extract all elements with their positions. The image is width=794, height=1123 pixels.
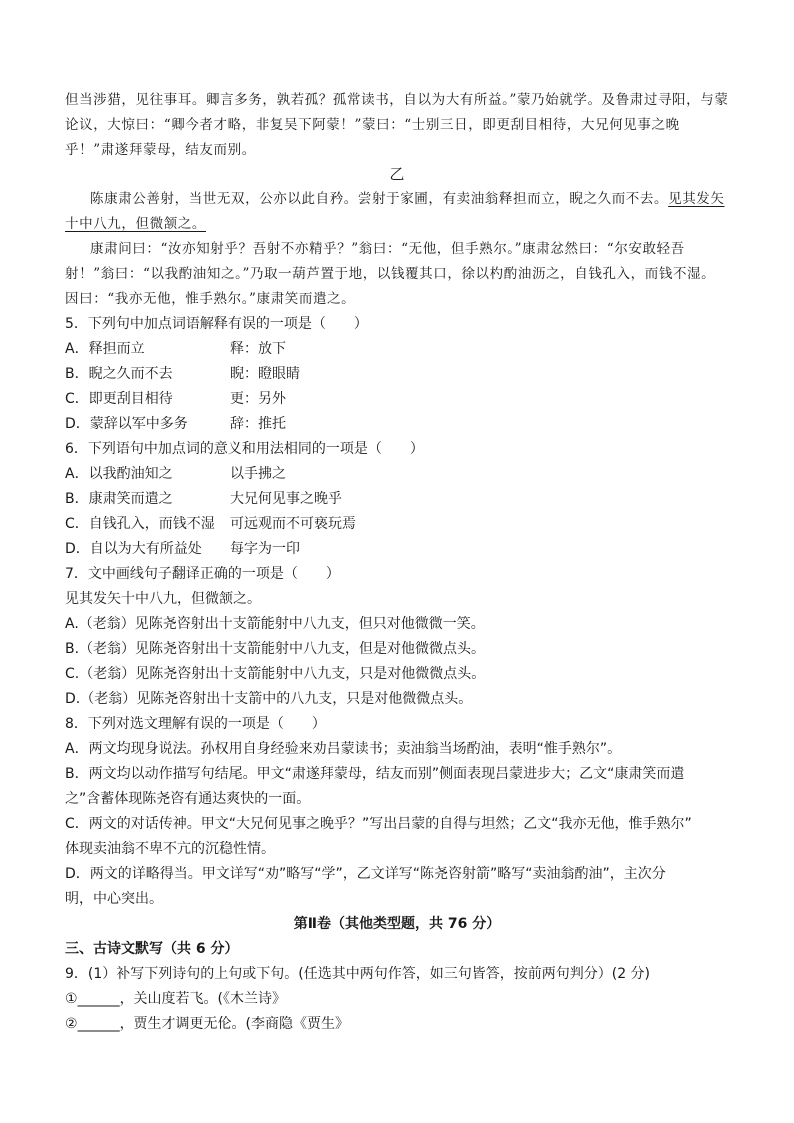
q6-option-a [65, 463, 735, 485]
q5-option-b [65, 363, 735, 385]
q5-option-b-note: 睨：瞪眼睛 [230, 366, 300, 382]
q5-option-a [65, 338, 735, 360]
underlined-sentence-end: 十中八九，但微颔之。 [65, 216, 206, 232]
q9-item-2-text: ，贾生才调更无伦。(李商隐《贾生》 [119, 1016, 350, 1032]
q9-item-1-number: ① [65, 991, 78, 1007]
q8-option-d-line-1: D．两文的详略得当。甲文详写“劝”略写“学”，乙文详写“陈尧咨射箭”略写“卖油翁酌油”，主次分 [65, 866, 666, 882]
q5-option-d-label: D．蒙辞以军中多务 [65, 416, 188, 432]
q5-option-d [65, 413, 735, 435]
q9-item-1-blank[interactable]: ______ [77, 991, 120, 1007]
passage-jia-line-3: 乎！”肃遂拜蒙母，结友而别。 [65, 142, 256, 158]
q5-option-d-note: 辞：推托 [230, 416, 286, 432]
passage-yi-p1-line-1 [90, 188, 760, 210]
q8-option-b-line-2: 之”含蓄体现陈尧咨有通达爽快的一面。 [65, 791, 311, 807]
q8-option-b-line-1: B．两文均以动作描写句结尾。甲文“肃遂拜蒙母，结友而别”侧面表现吕蒙进步大；乙文“康肃笑而遣 [65, 766, 685, 782]
q9-item-2 [65, 1013, 735, 1035]
q8-stem: 8．下列对选文理解有误的一项是（ ） [65, 716, 326, 732]
q8-option-c-line-2: 体现卖油翁不卑不亢的沉稳性情。 [65, 841, 275, 857]
q6-option-c [65, 513, 735, 535]
q7-option-b: B.（老翁）见陈尧咨射出十支箭能射中八九支，但是对他微微点头。 [65, 641, 486, 657]
passage-jia-line-2: 论议，大惊曰：“卿今者才略，非复吴下阿蒙！”蒙曰：“士别三日，即更刮目相待，大兄何见事之晚 [65, 117, 680, 133]
q8-option-a: A．两文均现身说法。孙权用自身经验来劝吕蒙读书；卖油翁当场酌油，表明“惟手熟尔”。 [65, 741, 622, 757]
q6-option-c-label: C．自钱孔入，而钱不湿 [65, 516, 215, 532]
passage-yi-heading: 乙 [389, 165, 405, 183]
q6-option-d [65, 538, 735, 560]
q5-option-b-label: B．睨之久而不去 [65, 366, 173, 382]
section3-heading: 三、古诗文默写（共 6 分） [65, 941, 239, 957]
q6-option-b-label: B．康肃笑而遣之 [65, 491, 173, 507]
passage-yi-p2-line-1: 康肃问曰：“汝亦知射乎？吾射不亦精乎？”翁曰：“无他，但手熟尔。”康肃忿然曰：“尔安敢轻吾 [90, 241, 685, 257]
q9-item-2-number: ② [65, 1016, 78, 1032]
q6-option-b-note: 大兄何见事之晚乎 [230, 491, 342, 507]
q9-item-1-text: ，关山度若飞。(《木兰诗》 [119, 991, 287, 1007]
q7-sentence: 见其发矢十中八九，但微颔之。 [65, 591, 261, 607]
q5-option-c-note: 更：另外 [230, 391, 286, 407]
underlined-sentence-start: 见其发矢 [668, 191, 725, 207]
q6-option-d-note: 每字为一印 [230, 541, 300, 557]
passage-yi-p2-line-2: 射！”翁曰：“以我酌油知之。”乃取一葫芦置于地，以钱覆其口，徐以杓酌油沥之，自钱孔入，而钱不湿。 [65, 266, 716, 282]
q5-option-a-label: A．释担而立 [65, 341, 145, 357]
q9-item-2-blank[interactable]: ______ [77, 1016, 120, 1032]
q6-stem: 6．下列语句中加点词的意义和用法相同的一项是（ ） [65, 441, 424, 457]
q8-option-c-line-1: C．两文的对话传神。甲文“大兄何见事之晚乎？”写出吕蒙的自得与坦然；乙文“我亦无他，惟手熟尔” [65, 816, 692, 832]
passage-yi-p2-line-3: 因曰：“我亦无他，惟手熟尔。”康肃笑而遣之。 [65, 291, 356, 307]
q9-item-1 [65, 988, 735, 1010]
q8-option-d-line-2: 明，中心突出。 [65, 891, 163, 907]
q5-stem: 5．下列句中加点词语解释有误的一项是（ ） [65, 316, 368, 332]
q7-option-a: A.（老翁）见陈尧咨射出十支箭能射中八九支，但只对他微微一笑。 [65, 616, 485, 632]
q7-option-c: C.（老翁）见陈尧咨射出十支箭能射中八九支，只是对他微微点头。 [65, 666, 486, 682]
q7-option-d: D.（老翁）见陈尧咨射出十支箭中的八九支，只是对他微微点头。 [65, 691, 473, 707]
q6-option-b [65, 488, 735, 510]
q6-option-a-note: 以手拂之 [230, 466, 286, 482]
q5-option-a-note: 释：放下 [230, 341, 286, 357]
q6-option-a-label: A．以我酌油知之 [65, 466, 173, 482]
q9-stem: 9．(1）补写下列诗句的上句或下句。(任选其中两句作答，如三句皆答，按前两句判分）(2 分) [65, 966, 651, 982]
passage-jia-line-1: 但当涉猎，见往事耳。卿言多务，孰若孤？孤常读书，自以为大有所益。”蒙乃始就学。及鲁肃过寻阳，与蒙 [65, 92, 729, 108]
q7-stem: 7．文中画线句子翻译正确的一项是（ ） [65, 566, 340, 582]
q6-option-c-note: 可远观而不可亵玩焉 [230, 516, 356, 532]
passage-yi-p1-line-2 [65, 213, 735, 235]
passage-yi-p1-line-1-text: 陈康肃公善射，当世无双，公亦以此自矜。尝射于家圃，有卖油翁释担而立，睨之久而不去。 [90, 191, 669, 207]
q6-option-d-label: D．自以为大有所益处 [65, 541, 202, 557]
q5-option-c [65, 388, 735, 410]
part2-title: 第Ⅱ卷（其他类型题，共 76 分） [293, 916, 501, 932]
q5-option-c-label: C．即更刮目相待 [65, 391, 173, 407]
